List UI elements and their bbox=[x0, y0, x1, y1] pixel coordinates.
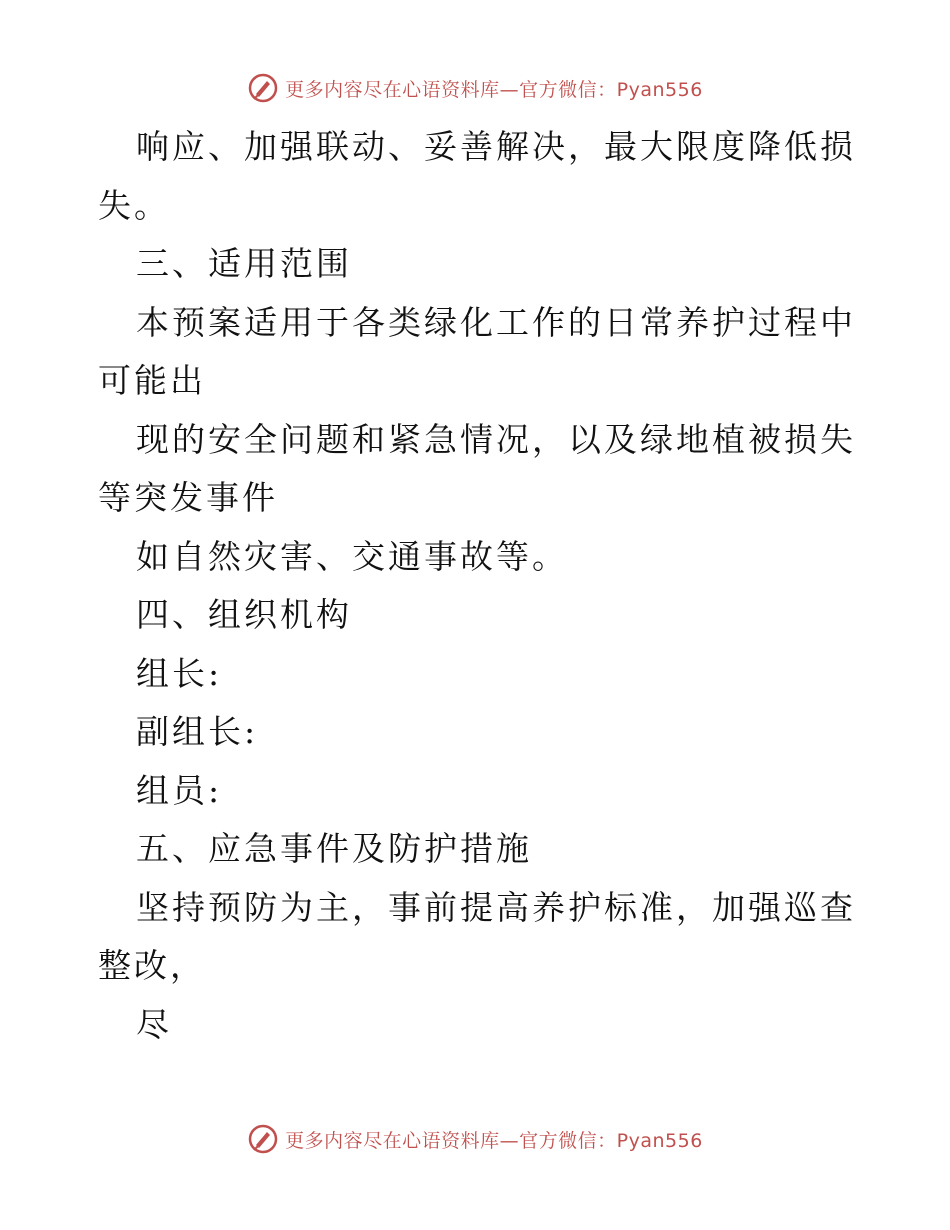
footer-watermark bbox=[0, 1123, 950, 1155]
paragraph: 尽 bbox=[136, 1004, 172, 1044]
paragraph: 本预案适用于各类绿化工作的日常养护过程中可能出 bbox=[98, 302, 856, 400]
watermark-text: 更多内容尽在心语资料库—官方微信：Pyan556 bbox=[285, 78, 703, 101]
section-heading: 三、适用范围 bbox=[136, 244, 352, 283]
section-heading: 五、应急事件及防护措施 bbox=[136, 829, 532, 868]
logo-icon bbox=[247, 72, 279, 104]
paragraph: 现的安全问题和紧急情况，以及绿地植被损失等突发事件 bbox=[98, 419, 856, 517]
document-body bbox=[98, 118, 858, 1054]
paragraph: 副组长: bbox=[136, 712, 259, 751]
section-heading: 四、组织机构 bbox=[136, 595, 352, 634]
watermark-text: 更多内容尽在心语资料库—官方微信：Pyan556 bbox=[285, 1129, 703, 1152]
logo-icon bbox=[247, 1123, 279, 1155]
paragraph: 响应、加强联动、妥善解决，最大限度降低损失。 bbox=[98, 127, 856, 225]
paragraph: 组员: bbox=[136, 770, 223, 810]
paragraph: 组长: bbox=[136, 653, 223, 693]
paragraph: 坚持预防为主，事前提高养护标准，加强巡查整改， bbox=[98, 887, 856, 985]
header-watermark bbox=[0, 72, 950, 104]
paragraph: 如自然灾害、交通事故等。 bbox=[136, 536, 568, 576]
